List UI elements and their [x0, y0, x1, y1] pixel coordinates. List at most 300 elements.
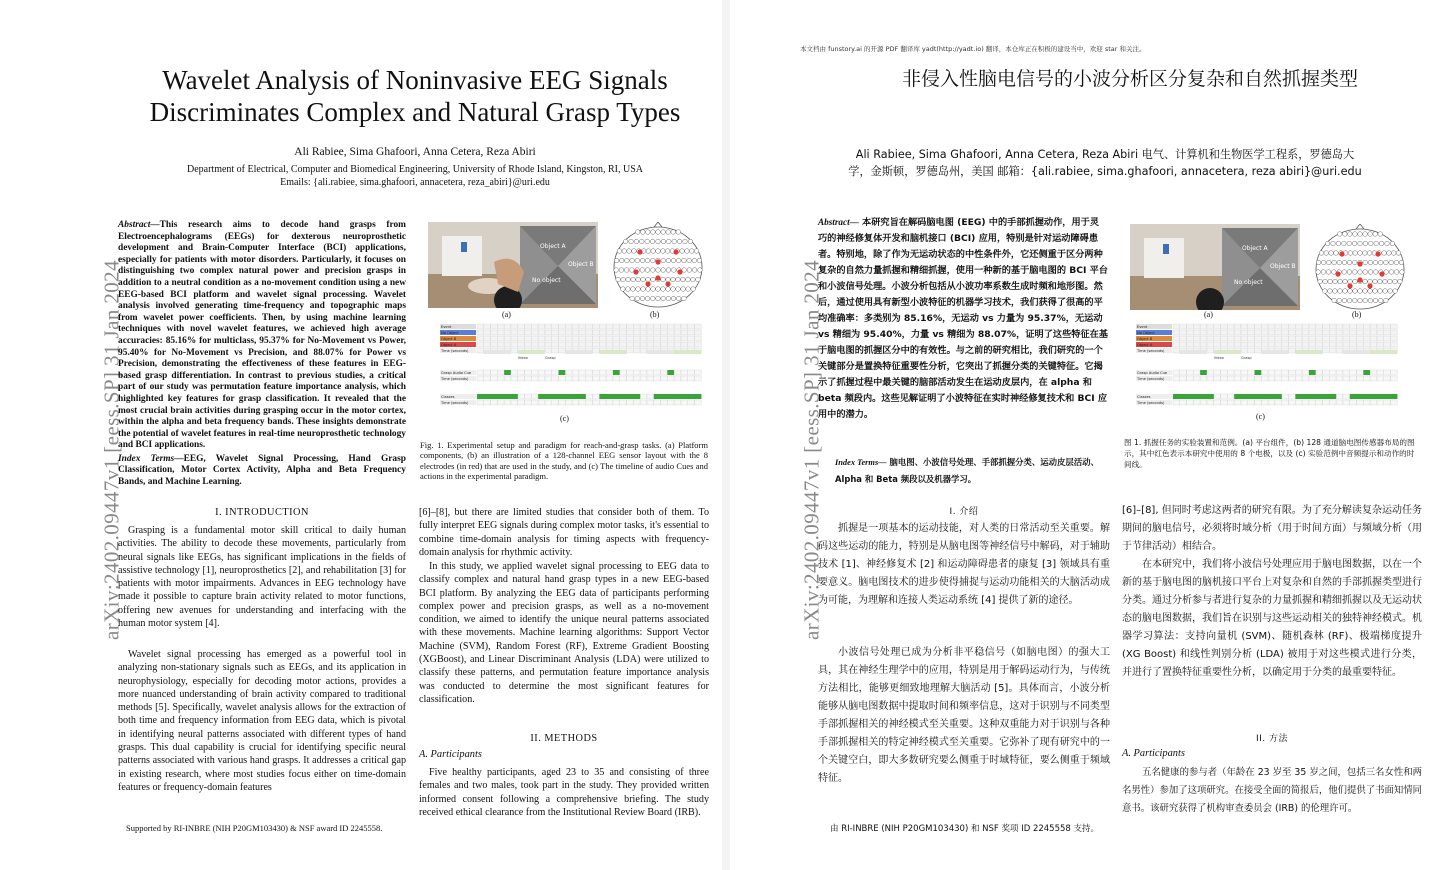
timeline-cell	[1370, 330, 1377, 335]
electrode	[671, 287, 676, 292]
electrode	[1353, 232, 1358, 237]
timeline-cell	[1391, 330, 1398, 335]
timeline-cell	[1241, 324, 1248, 329]
timeline-cell	[688, 324, 695, 329]
timeline-phase	[599, 350, 626, 354]
timeline-cell	[1370, 370, 1377, 375]
audio-cue	[1363, 370, 1370, 375]
electrode	[627, 249, 632, 254]
timeline-cell	[647, 336, 654, 341]
timeline-cell	[545, 336, 552, 341]
timeline-cell	[1329, 324, 1336, 329]
timeline-cell	[579, 400, 586, 405]
timeline-cell	[1336, 400, 1343, 405]
electrode	[1348, 289, 1353, 294]
electrode	[621, 287, 626, 292]
timeline-cell	[531, 394, 538, 399]
timeline-cell	[1329, 342, 1336, 347]
electrode	[1358, 298, 1363, 303]
timeline-cell	[1343, 394, 1350, 399]
timeline-cell	[640, 342, 647, 347]
timeline-cell	[1261, 336, 1268, 341]
electrode	[1353, 289, 1358, 294]
timeline-cell	[1363, 342, 1370, 347]
timeline-cell	[674, 370, 681, 375]
timeline-cell	[1295, 324, 1302, 329]
timeline-cell	[477, 336, 484, 341]
timeline-cell	[1187, 342, 1194, 347]
timeline-cell	[1173, 400, 1180, 405]
timeline-cell	[1193, 370, 1200, 375]
timeline-cell	[565, 376, 572, 381]
selected-electrode	[637, 249, 642, 254]
timeline-cell	[1329, 336, 1336, 341]
timeline-cell	[484, 330, 491, 335]
timeline-cell	[599, 330, 606, 335]
timeline-cell	[1187, 376, 1194, 381]
timeline-cell	[1289, 394, 1296, 399]
timeline-cell	[1255, 342, 1262, 347]
selected-electrode	[1335, 271, 1340, 276]
timeline-cell	[491, 342, 498, 347]
timeline-cell	[1268, 376, 1275, 381]
electrode	[1378, 279, 1383, 284]
timeline-cell	[688, 400, 695, 405]
electrode	[645, 296, 650, 301]
timeline-cell	[1357, 324, 1364, 329]
timeline-cell	[620, 336, 627, 341]
timeline-cell	[633, 342, 640, 347]
timeline-cell	[1187, 336, 1194, 341]
class-segment	[1234, 394, 1282, 399]
timeline-cell	[531, 342, 538, 347]
electrode	[1353, 270, 1358, 275]
timeline-cell	[1180, 376, 1187, 381]
timeline-cell	[1384, 336, 1391, 341]
timeline-cell	[1336, 394, 1343, 399]
timeline-cell	[1241, 370, 1248, 375]
timeline-cell	[1329, 330, 1336, 335]
timeline-cell	[627, 348, 634, 353]
timeline-cell	[1377, 336, 1384, 341]
timeline-cell	[1377, 400, 1384, 405]
label-a: (a)	[502, 310, 511, 319]
electrode	[1394, 270, 1399, 275]
timeline-cell	[1363, 330, 1370, 335]
timeline-cell	[661, 370, 668, 375]
timeline-cell	[613, 330, 620, 335]
translated-section-introduction: I. 介绍	[949, 507, 979, 517]
electrode	[629, 239, 634, 244]
electrode	[1363, 232, 1368, 237]
timeline-cell	[593, 330, 600, 335]
timeline-row-label: Time (seconds)	[1137, 401, 1165, 405]
electrode	[1378, 260, 1383, 265]
electrode	[1389, 270, 1394, 275]
translation-notice: 本文档由 funstory.ai 的开源 PDF 翻译库 yadt(http://yadt.io) 翻译，本仓库正在积极的建设当中，欢迎 star 和关注。	[800, 45, 1146, 53]
timeline-cell	[572, 324, 579, 329]
timeline-cell	[695, 330, 702, 335]
timeline-cell	[518, 400, 525, 405]
timeline-cell	[1173, 348, 1180, 353]
timeline-cell	[1187, 330, 1194, 335]
timeline-cell	[525, 376, 532, 381]
timeline-cell	[1221, 400, 1228, 405]
electrode	[634, 239, 639, 244]
electrode	[1367, 251, 1372, 256]
electrode	[1368, 260, 1373, 265]
timeline-cell	[1268, 324, 1275, 329]
timeline-cell	[593, 370, 600, 375]
electrode	[1368, 279, 1373, 284]
timeline-cell	[661, 400, 668, 405]
electrode	[622, 249, 627, 254]
timeline-cell	[599, 336, 606, 341]
timeline-cell	[1221, 376, 1228, 381]
timeline-cell	[613, 336, 620, 341]
timeline-cell	[545, 348, 552, 353]
timeline-cell	[1289, 330, 1296, 335]
timeline-cell	[1207, 342, 1214, 347]
electrode	[1388, 289, 1393, 294]
platform-photo	[428, 222, 598, 308]
electrode	[624, 268, 629, 273]
grasp-label: Grasp	[545, 356, 556, 360]
translated-col2-paragraph-2: 在本研究中，我们将小波信号处理应用于脑电图数据，以在一个新的基于脑电图的脑机接口平台上对复杂和自然的手部抓握类型进行分类。通过分析参与者进行复杂的力量抓握和精细抓握以及无运动状态的脑电图数据，我们旨在识别与这些运动相关的独特神经模式。机器学习算法：支持向量机 (SVM)、随机森林 (RF)、极端梯度提升 (XG Boost) 和线性判别分析 (LDA) 被用于对这些模式进行分类，并进行了置换特征重要性分析，以确定用于分类的最重要特征。	[1122, 559, 1422, 678]
timeline-cell	[491, 336, 498, 341]
timeline-phase	[1295, 350, 1322, 354]
timeline-cell	[647, 330, 654, 335]
timeline-cell	[518, 370, 525, 375]
electrode	[682, 296, 687, 301]
timeline-cell	[1255, 336, 1262, 341]
paradigm-timeline	[440, 322, 704, 414]
paradigm-timeline-translated	[1134, 322, 1402, 414]
timeline-cell	[525, 394, 532, 399]
video-label: Video	[517, 356, 528, 360]
electrode	[1363, 260, 1368, 265]
electrode	[1328, 279, 1333, 284]
timeline-cell	[1241, 376, 1248, 381]
timeline-cell	[599, 376, 606, 381]
electrode	[1368, 298, 1373, 303]
timeline-cell	[654, 400, 661, 405]
electrode	[1358, 232, 1363, 237]
timeline-cell	[674, 342, 681, 347]
timeline-cell	[491, 324, 498, 329]
timeline-cell	[593, 394, 600, 399]
timeline-cell	[1241, 336, 1248, 341]
eeg-layout	[610, 222, 706, 308]
electrode	[676, 258, 681, 263]
timeline-cell	[667, 330, 674, 335]
timeline-cell	[654, 342, 661, 347]
translated-footnote: 由 RI-INBRE (NIH P20GM103430) 和 NSF 奖项 ID 2245558 支持。	[830, 824, 1100, 834]
timeline-cell	[1200, 376, 1207, 381]
timeline-cell	[1227, 370, 1234, 375]
electrode	[1389, 260, 1394, 265]
section-methods: II. METHODS	[530, 733, 598, 744]
timeline-cell	[1302, 330, 1309, 335]
timeline-cell	[1227, 394, 1234, 399]
timeline-cell	[633, 376, 640, 381]
electrode	[665, 249, 670, 254]
timeline-cell	[606, 400, 613, 405]
timeline-cell	[606, 342, 613, 347]
timeline-cell	[688, 342, 695, 347]
electrode	[1343, 279, 1348, 284]
timeline-cell	[640, 336, 647, 341]
timeline-cell	[695, 342, 702, 347]
electrode	[661, 230, 666, 235]
timeline-cell	[1350, 370, 1357, 375]
timeline-row-label: Object A	[441, 343, 457, 347]
timeline-cell	[511, 348, 518, 353]
timeline-cell	[1227, 330, 1234, 335]
selected-electrode	[1357, 277, 1362, 282]
timeline-cell	[633, 336, 640, 341]
timeline-cell	[559, 342, 566, 347]
electrode	[694, 249, 699, 254]
timeline-cell	[1173, 376, 1180, 381]
timeline-cell	[647, 376, 654, 381]
timeline-cell	[1234, 330, 1241, 335]
timeline-cell	[565, 324, 572, 329]
electrode	[1385, 241, 1390, 246]
electrode	[1323, 279, 1328, 284]
page-gutter	[722, 0, 730, 870]
electrode	[685, 249, 690, 254]
electrode	[630, 296, 635, 301]
translated-title: 非侵入性脑电信号的小波分析区分复杂和自然抓握类型	[901, 68, 1358, 90]
timeline-cell	[477, 330, 484, 335]
footnote: Supported by RI-INBRE (NIH P20GM103430) & NSF award ID 2245558.	[126, 823, 383, 833]
electrode	[687, 268, 692, 273]
timeline-cell	[640, 324, 647, 329]
timeline-cell	[606, 330, 613, 335]
timeline-cell	[1343, 330, 1350, 335]
timeline-cell	[1289, 342, 1296, 347]
electrode	[1327, 260, 1332, 265]
electrode	[626, 277, 631, 282]
timeline-cell	[593, 342, 600, 347]
timeline-cell	[620, 376, 627, 381]
timeline-cell	[1275, 376, 1282, 381]
timeline-cell	[1350, 400, 1357, 405]
electrode	[1325, 241, 1330, 246]
timeline-cell	[1316, 376, 1323, 381]
timeline-cell	[579, 330, 586, 335]
timeline-cell	[1221, 336, 1228, 341]
timeline-cell	[647, 400, 654, 405]
timeline-cell	[1329, 370, 1336, 375]
timeline-cell	[613, 400, 620, 405]
timeline-cell	[1343, 342, 1350, 347]
audio-cue	[1255, 370, 1262, 375]
timeline-cell	[511, 336, 518, 341]
electrode	[671, 230, 676, 235]
timeline-row-label: Object B	[1137, 337, 1153, 341]
translated-figure-caption: 图 1. 抓握任务的实验装置和范例。(a) 平台组件，(b) 128 通道脑电图传感器布局的图示，其中红色表示本研究中使用的 8 个电极，以及 (c) 实验范例中音频提示和动作的时间线。	[1124, 438, 1415, 469]
timeline-cell	[1268, 330, 1275, 335]
audio-cue	[559, 370, 566, 375]
col2-paragraph-1: [6]–[8], but there are limited studies that consider both of them. To fully interpret EEG signals during complex motor tasks, it's essential to combine time-domain analysis for timing aspects with frequency-domain analysis for rhythmic activity.	[419, 507, 709, 558]
timeline-cell	[1363, 336, 1370, 341]
timeline-cell	[599, 400, 606, 405]
timeline-cell	[1221, 370, 1228, 375]
timeline-cell	[1234, 400, 1241, 405]
timeline-cell	[1180, 324, 1187, 329]
timeline-cell	[667, 324, 674, 329]
timeline-cell	[1261, 342, 1268, 347]
timeline-cell	[593, 348, 600, 353]
electrode	[1373, 270, 1378, 275]
timeline-cell	[1316, 324, 1323, 329]
electrode	[1358, 251, 1363, 256]
timeline-cell	[1248, 400, 1255, 405]
electrode	[623, 239, 628, 244]
timeline-cell	[1323, 324, 1330, 329]
electrode	[1332, 270, 1337, 275]
timeline-cell	[1357, 342, 1364, 347]
electrode	[635, 258, 640, 263]
timeline-cell	[497, 400, 504, 405]
timeline-cell	[1302, 342, 1309, 347]
object-a-label: Object A	[540, 243, 566, 250]
timeline-cell	[1316, 342, 1323, 347]
timeline-cell	[599, 370, 606, 375]
timeline-cell	[545, 376, 552, 381]
translated-section-methods: II. 方法	[1255, 734, 1289, 744]
electrode	[667, 239, 672, 244]
class-segment	[654, 394, 702, 399]
timeline-cell	[586, 400, 593, 405]
translated-intro-paragraph-1: 抓握是一项基本的运动技能，对人类的日常活动至关重要。解码这些运动的能力，特别是从脑电图等神经信号中解码，对于辅助技术 [1]、神经修复术 [2] 和运动障碍患者的康复 [3] 领域具有重要意义。脑电图技术的进步使得捕捉与运动功能相关的大脑活动成为可能，为理解和连接人类运动系统 [4] 提供了新的途径。	[818, 523, 1110, 606]
electrode	[1396, 251, 1401, 256]
timeline-cell	[647, 324, 654, 329]
timeline-cell	[1336, 342, 1343, 347]
electrode	[1391, 251, 1396, 256]
timeline-cell	[654, 370, 661, 375]
timeline-cell	[606, 336, 613, 341]
electrode	[1348, 232, 1353, 237]
timeline-cell	[1377, 342, 1384, 347]
timeline-phase	[674, 350, 701, 354]
timeline-cell	[1180, 330, 1187, 335]
timeline-cell	[1370, 376, 1377, 381]
timeline-row-label: Time (seconds)	[441, 401, 469, 405]
timeline-cell	[518, 330, 525, 335]
timeline-cell	[538, 370, 545, 375]
timeline-cell	[613, 342, 620, 347]
timeline-cell	[674, 400, 681, 405]
electrode	[631, 277, 636, 282]
platform-photo-translated	[1130, 224, 1300, 310]
timeline-row-label: Grasp Audio Cue	[1137, 371, 1168, 375]
electrode	[645, 268, 650, 273]
timeline-cell	[565, 400, 572, 405]
electrode	[1342, 298, 1347, 303]
timeline-cell	[1200, 342, 1207, 347]
timeline-cell	[1200, 324, 1207, 329]
timeline-cell	[1391, 370, 1398, 375]
electrode	[635, 296, 640, 301]
selected-electrode	[655, 259, 660, 264]
electrode	[1342, 241, 1347, 246]
electrode	[691, 287, 696, 292]
timeline-cell	[1193, 376, 1200, 381]
timeline-cell	[1180, 342, 1187, 347]
selected-electrode	[677, 269, 682, 274]
electrode	[661, 296, 666, 301]
electrode	[1343, 289, 1348, 294]
timeline-phase	[1180, 350, 1207, 354]
abstract: Abstract—This research aims to decode hand grasps from Electroencephalograms (EEGs) for dexterous neuroprosthetic development and Brain-Computer Interface (BCI) applications, especially for patients with motor disorders. Particularly, it focuses on distinguishing two complex natural power and precision grasps in addition to a neutral condition as a no-movement condition using a new EEG-based BCI platform and wavelet signal processing. Wavelet analysis involved generating time-frequency and topographic maps from wavelet power coefficients. Then, by using machine learning techniques with novel wavelet features, we achieved high average accuracies: 85.16% for multiclass, 95.37% for No-Movement vs Power, 95.40% for No-Movement vs Precision, and 88.07% for Power vs Precision, demonstrating the effectiveness of these features in EEG-based grasp differentiation. In contrast to previous studies, a critical part of our study was permutation feature importance analysis, which highlighted key features for grasp classification. It revealed that the most crucial brain activities during grasping occur in the motor cortex, within the alpha and beta frequency bands. These insights demonstrate the potential of wavelet features in real-time neuroprosthetic technology and BCI applications. Index Terms—EEG, Wavelet Signal Processing, Hand Grasp Classification, Motor Cortex Activity, Alpha and Beta Frequency Bands, and Machine Learning.	[118, 220, 406, 488]
timeline-cell	[538, 324, 545, 329]
video-label: Video	[1213, 356, 1224, 360]
electrode	[1347, 260, 1352, 265]
timeline-cell	[1282, 324, 1289, 329]
timeline-cell	[1289, 336, 1296, 341]
selected-electrode	[665, 281, 670, 286]
electrode	[661, 239, 666, 244]
timeline-cell	[620, 370, 627, 375]
timeline-cell	[1214, 324, 1221, 329]
electrode	[1358, 241, 1363, 246]
timeline-cell	[1261, 376, 1268, 381]
timeline-cell	[484, 324, 491, 329]
timeline-cell	[1309, 330, 1316, 335]
electrode	[626, 287, 631, 292]
timeline-phase	[565, 350, 592, 354]
electrode	[1384, 270, 1389, 275]
electrode	[1337, 232, 1342, 237]
timeline-phase	[1343, 350, 1370, 354]
timeline-cell	[484, 342, 491, 347]
timeline-cell	[1234, 336, 1241, 341]
timeline-cell	[484, 370, 491, 375]
col2-paragraph-2: In this study, we applied wavelet signal processing to EEG data to classify complex and natural hand grasp types in a new EEG-based BCI platform. By analyzing the EEG data of participants performing complex power and precision grasps, as well as a no-movement condition, we aimed to identify the unique neural patterns associated with these movements. Machine learning algorithms: Support Vector Machine (SVM), Random Forest (RF), Extreme Gradient Boosting (XGBoost), and Linear Discriminant Analysis (LDA) were utilized to classify these patterns, and permutation feature importance analysis was conducted to determine the most significant features for classification.	[419, 561, 709, 705]
timeline-cell	[1350, 330, 1357, 335]
grasp-label: Grasp	[1241, 356, 1252, 360]
timeline-cell	[1234, 324, 1241, 329]
timeline-cell	[504, 324, 511, 329]
timeline-cell	[1214, 394, 1221, 399]
timeline-cell	[640, 348, 647, 353]
timeline-cell	[1282, 400, 1289, 405]
timeline-cell	[477, 376, 484, 381]
timeline-cell	[599, 342, 606, 347]
timeline-cell	[1289, 370, 1296, 375]
timeline-cell	[606, 376, 613, 381]
electrode	[641, 277, 646, 282]
timeline-phase	[647, 350, 674, 354]
timeline-cell	[1323, 336, 1330, 341]
electrode	[1373, 279, 1378, 284]
timeline-cell	[633, 370, 640, 375]
timeline-cell	[613, 376, 620, 381]
timeline-cell	[477, 342, 484, 347]
electrode	[666, 287, 671, 292]
timeline-cell	[497, 330, 504, 335]
electrode	[656, 296, 661, 301]
class-segment	[1173, 394, 1214, 399]
timeline-cell	[1343, 324, 1350, 329]
timeline-cell	[674, 324, 681, 329]
electrode	[640, 268, 645, 273]
timeline-cell	[1234, 376, 1241, 381]
electrode	[697, 258, 702, 263]
